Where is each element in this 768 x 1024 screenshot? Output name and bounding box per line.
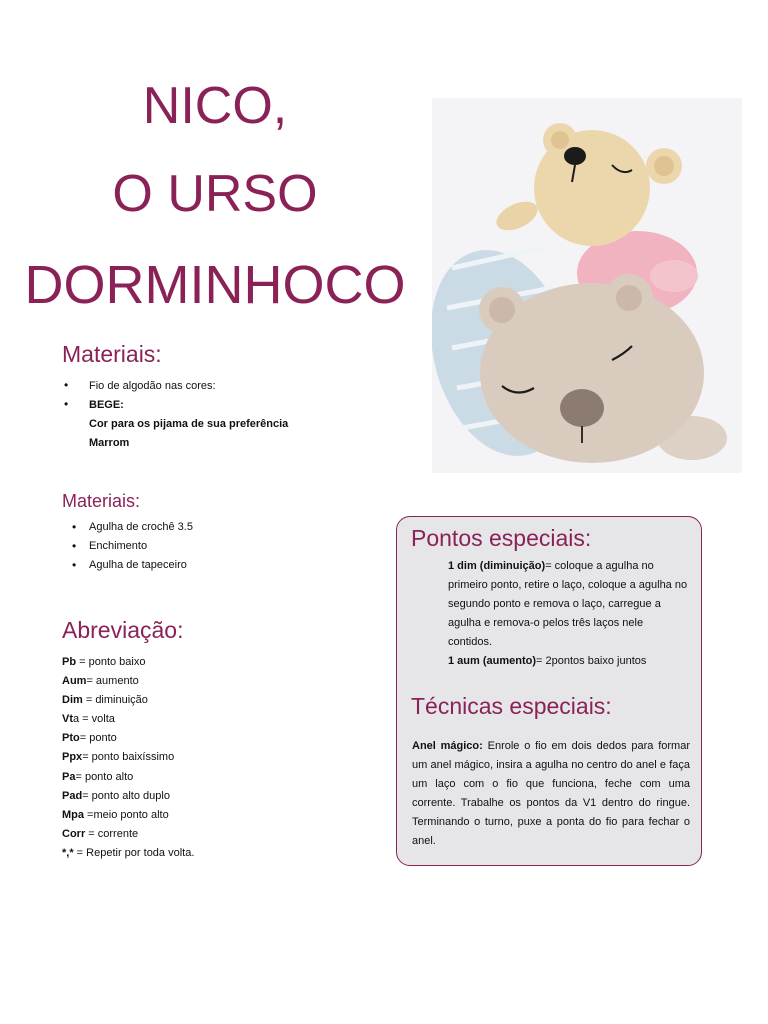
special-info-box <box>396 516 702 866</box>
title-line-3: DORMINHOCO <box>24 255 406 315</box>
abbreviation-row: Mpa =meio ponto alto <box>62 808 169 821</box>
abbreviations-list <box>62 653 194 863</box>
special-techniques-heading: Técnicas especiais: <box>411 693 612 719</box>
special-stitches-text <box>448 557 688 672</box>
materials-list-1 <box>64 377 288 453</box>
materials-heading-2: Materiais: <box>62 491 141 511</box>
abbreviation-row: Pto= ponto <box>62 732 117 745</box>
dim-definition: 1 dim (diminuição)= coloque a agulha no primeiro ponto, retire o laço, coloque a agulha no segundo ponto e remova o laço, carregue a agulha e remova-o pelos três laços nele contidos. <box>448 560 688 649</box>
special-stitches-heading: Pontos especiais: <box>411 525 592 551</box>
abbreviation-row: Pad= ponto alto duplo <box>62 789 170 802</box>
title-line-1: NICO, <box>142 77 288 135</box>
color-list <box>64 396 288 453</box>
color-item: BEGE: <box>89 399 124 411</box>
title-line-2: O URSO <box>112 165 318 223</box>
materials-list-2 <box>72 518 193 575</box>
abbreviation-row: Corr = corrente <box>62 827 139 840</box>
abbreviation-row: Ppx= ponto baixíssimo <box>62 751 175 764</box>
materials-heading-1: Materiais: <box>62 341 162 367</box>
list-item: • Fio de algodão nas cores: <box>64 377 288 396</box>
abbreviations-heading: Abreviação: <box>62 617 184 643</box>
abbreviation-row: Pa= ponto alto <box>62 770 134 783</box>
abbreviation-row: Dim = diminuição <box>62 694 148 707</box>
list-item: • Agulha de crochê 3.5 <box>72 518 193 537</box>
color-item: Cor para os pijama de sua preferência <box>89 418 289 430</box>
abbreviation-row: Vta = volta <box>62 713 115 726</box>
abbreviation-row: *,* = Repetir por toda volta. <box>62 846 195 859</box>
color-item: Marrom <box>89 437 130 449</box>
bear-photo <box>432 98 742 473</box>
abbreviation-row: Aum= aumento <box>62 675 139 688</box>
abbreviation-row: Pb = ponto baixo <box>62 656 146 668</box>
aum-definition: 1 aum (aumento)= 2pontos baixo juntos <box>448 655 647 668</box>
magic-ring-text: Anel mágico: Enrole o fio em dois dedos para formar um anel mágico, insira a agulha no centro do anel e faça um laço com o fio que funciona, feche com uma corrente. Trabalhe os pontos da V1 dentro do ringue. Terminando o turno, puxe a ponta do fio para fechar o anel. <box>412 740 690 848</box>
list-item: • Enchimento <box>72 537 193 556</box>
list-item: • Agulha de tapeceiro <box>72 556 193 575</box>
